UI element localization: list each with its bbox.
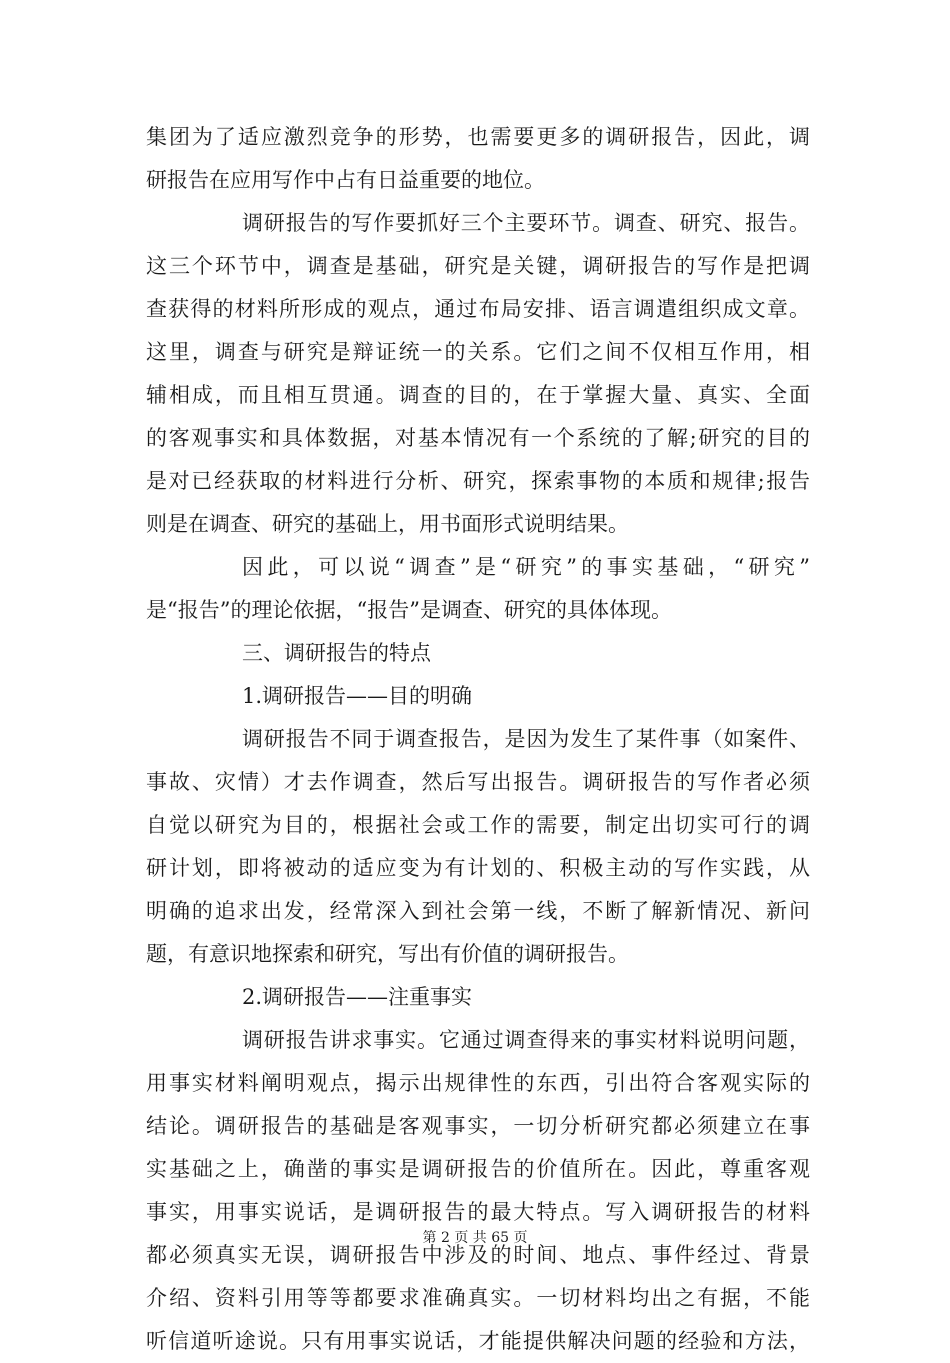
text-line: 实基础之上，确凿的事实是调研报告的价值所在。因此，尊重客观 xyxy=(146,1157,810,1181)
text-line: 题，有意识地探索和研究，写出有价值的调研报告。 xyxy=(146,942,629,966)
footer-middle: 页 共 xyxy=(454,1230,487,1246)
text-line: 2.调研报告——注重事实 xyxy=(242,985,473,1009)
footer-suffix: 页 xyxy=(513,1230,528,1246)
text-line: 研报告在应用写作中占有日益重要的地位。 xyxy=(146,168,545,192)
page-footer xyxy=(0,1228,950,1248)
text-line: 这里，调查与研究是辩证统一的关系。它们之间不仅相互作用，相 xyxy=(146,340,810,364)
text-line: 1.调研报告——目的明确 xyxy=(242,684,473,708)
text-line: 自觉以研究为目的，根据社会或工作的需要，制定出切实可行的调 xyxy=(146,813,810,837)
document-body xyxy=(146,116,810,1363)
text-line: 介绍、资料引用等等都要求准确真实。一切材料均出之有据，不能 xyxy=(146,1286,810,1310)
text-line: 是“报告”的理论依据，“报告”是调查、研究的具体体现。 xyxy=(146,598,672,622)
text-line: 是对已经获取的材料进行分析、研究，探索事物的本质和规律;报告 xyxy=(146,469,810,493)
text-line: 辅相成，而且相互贯通。调查的目的，在于掌握大量、真实、全面 xyxy=(146,383,810,407)
text-line: 用事实材料阐明观点，揭示出规律性的东西，引出符合客观实际的 xyxy=(146,1071,810,1095)
text-line: 三、调研报告的特点 xyxy=(242,641,431,665)
text-line: 集团为了适应激烈竞争的形势，也需要更多的调研报告，因此，调 xyxy=(146,125,810,149)
text-line: 查获得的材料所形成的观点，通过布局安排、语言调遣组织成文章。 xyxy=(146,297,810,321)
text-line: 调研报告讲求事实。它通过调查得来的事实材料说明问题， xyxy=(242,1028,810,1052)
text-line: 调研报告不同于调查报告，是因为发生了某件事（如案件、 xyxy=(242,727,810,751)
text-line: 的客观事实和具体数据，对基本情况有一个系统的了解;研究的目的 xyxy=(146,426,810,450)
footer-prefix: 第 xyxy=(422,1230,437,1246)
current-page-number: 2 xyxy=(440,1230,450,1246)
text-line: 事故、灾情）才去作调查，然后写出报告。调研报告的写作者必须 xyxy=(146,770,810,794)
text-line: 研计划，即将被动的适应变为有计划的、积极主动的写作实践，从 xyxy=(146,856,810,880)
text-line: 都必须真实无误，调研报告中涉及的时间、地点、事件经过、背景 xyxy=(146,1243,810,1267)
text-line: 听信道听途说。只有用事实说话，才能提供解决问题的经验和方法， xyxy=(146,1329,810,1353)
text-line: 事实，用事实说话，是调研报告的最大特点。写入调研报告的材料 xyxy=(146,1200,810,1224)
total-page-count: 65 xyxy=(491,1230,510,1246)
text-line: 这三个环节中，调查是基础，研究是关键，调研报告的写作是把调 xyxy=(146,254,810,278)
text-line: 明确的追求出发，经常深入到社会第一线，不断了解新情况、新问 xyxy=(146,899,810,923)
text-line: 因此，可以说“调查”是“研究”的事实基础，“研究” xyxy=(242,555,810,579)
text-line: 结论。调研报告的基础是客观事实，一切分析研究都必须建立在事 xyxy=(146,1114,810,1138)
text-line: 则是在调查、研究的基础上，用书面形式说明结果。 xyxy=(146,512,629,536)
text-line: 调研报告的写作要抓好三个主要环节。调查、研究、报告。 xyxy=(242,211,810,235)
